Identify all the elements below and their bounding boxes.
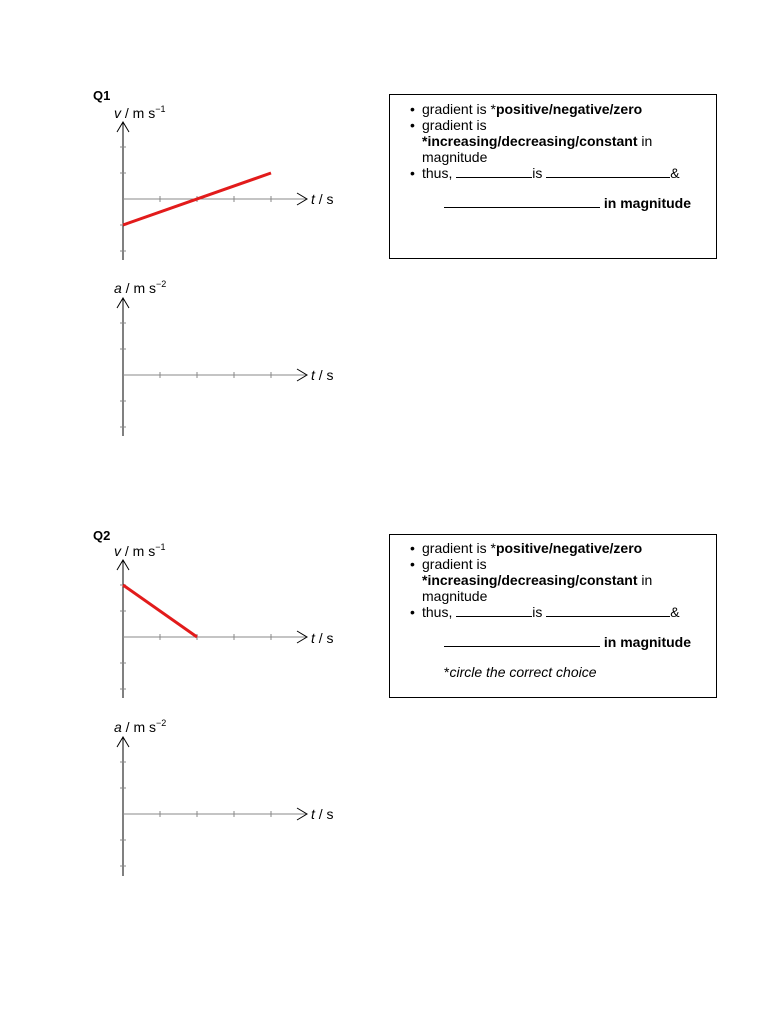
q2-v-t-unit: / s xyxy=(314,630,334,646)
q1-a-exp: −2 xyxy=(156,279,167,289)
q1-answer-box xyxy=(389,94,717,259)
q1-a-t-unit: / s xyxy=(314,367,334,383)
q1-v-symbol: v xyxy=(114,105,121,121)
q2-blank-2[interactable] xyxy=(546,604,670,617)
q2-note: *circle the correct choice xyxy=(444,664,597,680)
q2-v-axis-label xyxy=(114,543,166,559)
q2-blank-1[interactable] xyxy=(456,604,532,617)
q2-bullet-gradient-sign: • gradient is *positive/negative/zero xyxy=(406,540,716,556)
q2-a-t-unit: / s xyxy=(314,806,334,822)
q1-a-t-symbol: t xyxy=(311,367,315,383)
q1-v-unit: / m s xyxy=(121,105,156,121)
q2-a-axis-label xyxy=(114,719,166,735)
q1-v-t-unit: / s xyxy=(314,191,334,207)
q1-bullet-gradient-change: • gradient is *increasing/decreasing/constant in magnitude xyxy=(406,117,716,165)
q1-choice-change[interactable]: *increasing/decreasing/constant xyxy=(422,133,638,149)
q2-v-t-label xyxy=(311,630,334,646)
q2-v-symbol: v xyxy=(114,543,121,559)
q2-v-exp: −1 xyxy=(155,542,166,552)
q2-bullet-gradient-change: • gradient is *increasing/decreasing/constant in magnitude xyxy=(406,556,716,604)
q2-choice-sign[interactable]: positive/negative/zero xyxy=(495,540,643,556)
q1-choice-sign[interactable]: positive/negative/zero xyxy=(495,101,643,117)
q2-v-t-symbol: t xyxy=(311,630,315,646)
q2-v-unit: / m s xyxy=(121,543,156,559)
q2-a-symbol: a xyxy=(114,719,122,735)
q1-bullet-gradient-sign: • gradient is *positive/negative/zero xyxy=(406,101,716,117)
q2-a-exp: −2 xyxy=(156,718,167,728)
q2-choice-change[interactable]: *increasing/decreasing/constant xyxy=(422,572,638,588)
q2-bullet-thus: • thus, is & xyxy=(406,604,716,620)
q2-a-t-symbol: t xyxy=(311,806,315,822)
q2-label: Q2 xyxy=(93,528,111,543)
q2-answer-box xyxy=(389,534,717,698)
q1-blank-1[interactable] xyxy=(456,165,532,178)
q1-label: Q1 xyxy=(93,88,111,103)
q1-blank-3[interactable] xyxy=(444,195,600,208)
q1-magnitude-line: in magnitude xyxy=(406,195,716,211)
q1-bullet-thus: • thus, is & xyxy=(406,165,716,181)
q2-magnitude-line: in magnitude xyxy=(406,634,716,650)
q1-v-t-label xyxy=(311,191,334,207)
q1-a-axis-label xyxy=(114,280,166,296)
q2-v-velocity-line xyxy=(123,585,197,637)
q1-a-symbol: a xyxy=(114,280,122,296)
q2-blank-3[interactable] xyxy=(444,634,600,647)
q2-a-t-label xyxy=(311,806,334,822)
q1-v-t-symbol: t xyxy=(311,191,315,207)
q1-blank-2[interactable] xyxy=(546,165,670,178)
q1-a-unit: / m s xyxy=(121,280,157,296)
q2-a-unit: / m s xyxy=(121,719,157,735)
q1-v-exp: −1 xyxy=(155,104,166,114)
q1-a-t-label xyxy=(311,367,334,383)
